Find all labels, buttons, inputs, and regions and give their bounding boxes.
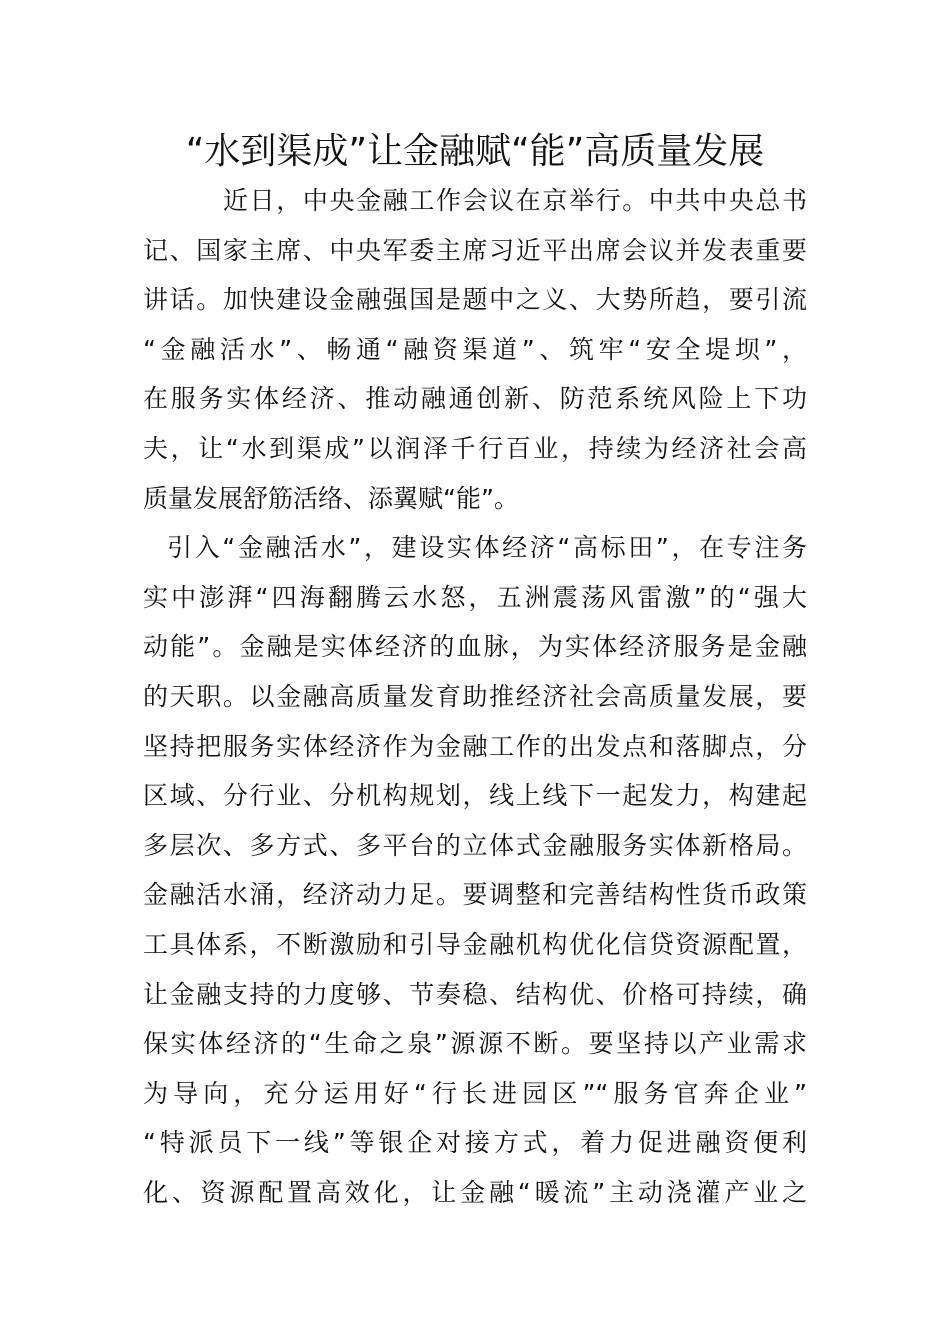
body-line: 近日，中央金融工作会议在京举行。中共中央总书 (223, 186, 807, 215)
body-line: “金融活水”、畅通“融资渠道”、筑牢“安全堤坝”， (143, 334, 807, 364)
body-line: 实中澎湃“四海翻腾云水怒，五洲震荡风雷激”的“强大 (143, 582, 807, 612)
body-line: 动能”。金融是实体经济的血脉，为实体经济服务是金融 (143, 632, 807, 662)
body-line: 让金融支持的力度够、节奏稳、结构优、价格可持续，确 (143, 979, 807, 1009)
body-line: 化、资源配置高效化，让金融“暖流”主动浇灌产业之 (143, 1177, 807, 1207)
body-line: 为导向，充分运用好“行长进园区”“服务官奔企业” (143, 1078, 807, 1108)
body-line: 讲话。加快建设金融强国是题中之义、大势所趋，要引流 (143, 285, 807, 315)
body-line: 夫，让“水到渠成”以润泽千行百业，持续为经济社会高 (143, 433, 807, 463)
body-line: 区域、分行业、分机构规划，线上线下一起发力，构建起 (143, 781, 807, 811)
body-line: 工具体系，不断激励和引导金融机构优化信贷资源配置， (143, 929, 807, 959)
body-line: 多层次、多方式、多平台的立体式金融服务实体新格局。 (143, 830, 807, 860)
body-line: 的天职。以金融高质量发育助推经济社会高质量发展，要 (143, 681, 807, 711)
document-title: “水到渠成”让金融赋“能”高质量发展 (185, 131, 765, 172)
body-line: 在服务实体经济、推动融通创新、防范系统风险上下功 (143, 384, 807, 414)
document-body (143, 176, 807, 1217)
body-line: 金融活水涌，经济动力足。要调整和完善结构性货币政策 (143, 880, 807, 910)
body-line: 引入“金融活水”，建设实体经济“高标田”，在专注务 (167, 533, 807, 563)
body-line: 保实体经济的“生命之泉”源源不断。要坚持以产业需求 (143, 1029, 807, 1059)
body-line: “特派员下一线”等银企对接方式，着力促进融资便利 (143, 1128, 807, 1158)
body-line: 坚持把服务实体经济作为金融工作的出发点和落脚点，分 (143, 731, 807, 761)
body-line: 质量发展舒筋活络、添翼赋“能”。 (143, 483, 519, 513)
body-line: 记、国家主席、中央军委主席习近平出席会议并发表重要 (143, 235, 807, 265)
